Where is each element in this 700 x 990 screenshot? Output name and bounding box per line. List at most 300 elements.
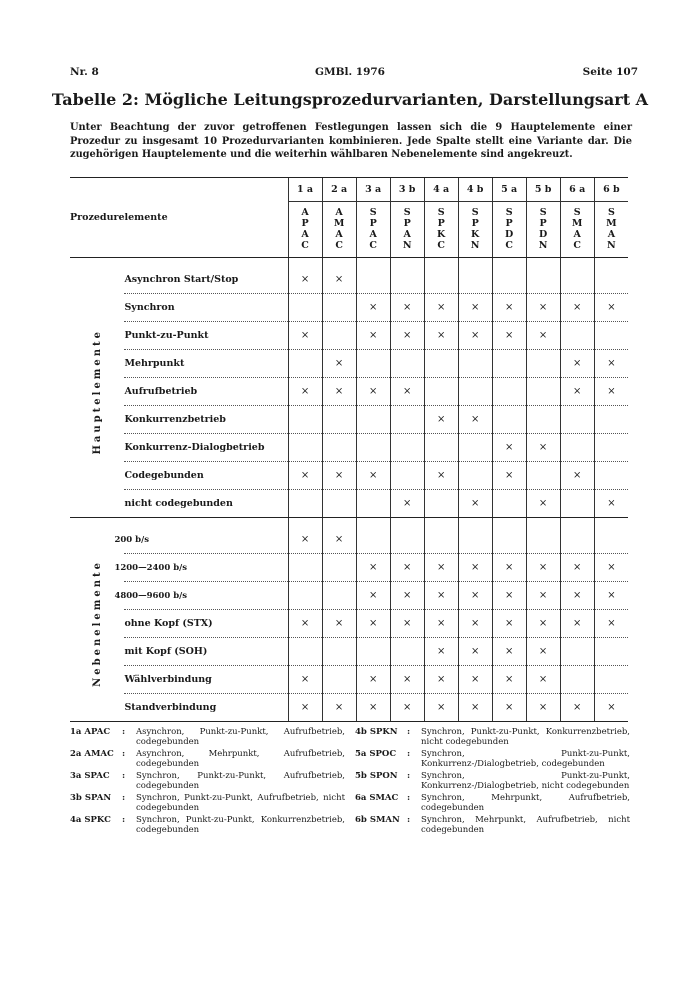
cell-smac — [560, 258, 594, 294]
check-mark: × — [334, 534, 344, 545]
cell-spdc — [492, 554, 526, 582]
legend-item — [70, 750, 345, 769]
cell-span — [390, 666, 424, 694]
cell-spkn — [458, 378, 492, 406]
cell-spdc — [492, 406, 526, 434]
cell-spkn — [458, 350, 492, 378]
cell-spkn — [458, 554, 492, 582]
legend-code: 6b SMAN — [355, 815, 400, 825]
column-id: 5 b — [526, 178, 560, 202]
row-label: Asynchron Start/Stop — [124, 258, 288, 294]
cell-spdn — [526, 294, 560, 322]
cell-apac — [288, 694, 322, 722]
legend-text: Synchron, Punkt-zu-Punkt, Konkurrenzbetrieb, nicht codegebunden — [421, 727, 630, 747]
cell-spkc — [424, 406, 458, 434]
check-mark: × — [402, 386, 412, 397]
column-abbr-cell — [458, 202, 492, 258]
cell-span — [390, 554, 424, 582]
cell-amac — [322, 638, 356, 666]
cell-spdn — [526, 554, 560, 582]
journal-label: GMBl. 1976 — [315, 66, 385, 78]
check-mark: × — [470, 562, 480, 573]
column-id: 4 b — [458, 178, 492, 202]
cell-amac — [322, 666, 356, 694]
cell-sman — [594, 462, 628, 490]
column-abbr-cell — [560, 202, 594, 258]
check-mark: × — [368, 562, 378, 573]
cell-spkc — [424, 258, 458, 294]
check-mark: × — [607, 618, 616, 629]
cell-spdc — [492, 462, 526, 490]
cell-spkn — [458, 518, 492, 554]
column-abbr: S M A C — [571, 207, 583, 251]
cell-spac — [356, 490, 390, 518]
check-mark: × — [504, 470, 514, 481]
cell-spac — [356, 694, 390, 722]
cell-spkc — [424, 490, 458, 518]
check-mark: × — [402, 498, 412, 509]
cell-apac — [288, 610, 322, 638]
cell-spkn — [458, 610, 492, 638]
legend-text: Synchron, Punkt-zu-Punkt, Konkurrenzbetrieb, codegebunden — [136, 815, 345, 835]
cell-spkn — [458, 462, 492, 490]
check-mark: × — [538, 702, 548, 713]
table-row — [70, 322, 628, 350]
cell-spkc — [424, 322, 458, 350]
cell-spdn — [526, 638, 560, 666]
legend-item — [355, 750, 630, 769]
legend-code: 1a APAC — [70, 727, 111, 737]
header-row-ids — [70, 178, 628, 202]
cell-amac — [322, 378, 356, 406]
cell-span — [390, 518, 424, 554]
cell-spac — [356, 554, 390, 582]
legend-item — [355, 816, 630, 835]
check-mark: × — [368, 302, 378, 313]
column-abbr-cell — [322, 202, 356, 258]
row-label: 200 b/s — [114, 518, 278, 554]
cell-spkn — [458, 258, 492, 294]
row-label: Mehrpunkt — [124, 350, 288, 378]
column-id: 4 a — [424, 178, 458, 202]
cell-sman — [594, 554, 628, 582]
check-mark: × — [470, 590, 480, 601]
legend-code: 4b SPKN — [355, 727, 398, 737]
cell-spdn — [526, 378, 560, 406]
cell-spac — [356, 350, 390, 378]
cell-spdn — [526, 434, 560, 462]
check-mark: × — [470, 702, 480, 713]
cell-spac — [356, 638, 390, 666]
check-mark: × — [470, 330, 480, 341]
check-mark: × — [368, 618, 378, 629]
row-label: Standverbindung — [124, 694, 288, 722]
column-abbr: S P K N — [470, 207, 480, 251]
table-row — [70, 294, 628, 322]
legend-text: Synchron, Punkt-zu-Punkt, Konkurrenz-/Dialogbetrieb, codegebunden — [421, 749, 630, 769]
cell-spdc — [492, 610, 526, 638]
legend-item — [70, 794, 345, 813]
column-id: 3 a — [356, 178, 390, 202]
group-label-cell — [70, 258, 124, 518]
cell-smac — [560, 406, 594, 434]
check-mark: × — [402, 618, 412, 629]
cell-apac — [288, 582, 322, 610]
check-mark: × — [573, 470, 582, 481]
row-label: Synchron — [124, 294, 288, 322]
cell-spkn — [458, 322, 492, 350]
cell-apac — [288, 638, 322, 666]
cell-spac — [356, 406, 390, 434]
check-mark: × — [402, 702, 412, 713]
cell-spdc — [492, 322, 526, 350]
legend-item — [70, 728, 345, 747]
cell-spkn — [458, 490, 492, 518]
table-title: Tabelle 2: Mögliche Leitungsprozedurvarianten, Darstellungsart A — [51, 90, 649, 109]
check-mark: × — [538, 674, 548, 685]
cell-spac — [356, 518, 390, 554]
table-row — [70, 666, 628, 694]
check-mark: × — [402, 562, 412, 573]
cell-apac — [288, 378, 322, 406]
legend-code: 5b SPON — [355, 771, 398, 781]
check-mark: × — [470, 302, 480, 313]
legend-item — [70, 772, 345, 791]
check-mark: × — [368, 702, 378, 713]
check-mark: × — [368, 470, 378, 481]
check-mark: × — [436, 702, 446, 713]
cell-sman — [594, 610, 628, 638]
legend-right — [355, 728, 630, 838]
check-mark: × — [573, 358, 582, 369]
check-mark: × — [402, 590, 412, 601]
cell-span — [390, 490, 424, 518]
column-abbr: S P D C — [505, 207, 514, 251]
column-abbr: S P D N — [538, 207, 548, 251]
cell-smac — [560, 694, 594, 722]
cell-spdc — [492, 582, 526, 610]
intro-paragraph: Unter Beachtung der zuvor getroffenen Festlegungen lassen sich die 9 Hauptelemente einer Prozedur zu insgesamt 10 Prozedurvarianten kombinieren. Jede Spalte stellt eine Variante dar. Die zugehörigen Hauptelemente und die weiterhin wählbaren Nebenelemente sind angekreuzt. — [70, 122, 632, 160]
legend-code: 6a SMAC — [355, 793, 399, 803]
cell-span — [390, 294, 424, 322]
cell-spdc — [492, 638, 526, 666]
cell-smac — [560, 518, 594, 554]
cell-spdn — [526, 406, 560, 434]
cell-smac — [560, 638, 594, 666]
cell-spkc — [424, 294, 458, 322]
cell-spdc — [492, 666, 526, 694]
check-mark: × — [368, 590, 378, 601]
check-mark: × — [436, 562, 446, 573]
check-mark: × — [470, 646, 480, 657]
check-mark: × — [300, 386, 310, 397]
cell-span — [390, 582, 424, 610]
cell-sman — [594, 694, 628, 722]
cell-spkn — [458, 638, 492, 666]
cell-spac — [356, 666, 390, 694]
check-mark: × — [300, 534, 310, 545]
cell-spdn — [526, 694, 560, 722]
cell-sman — [594, 322, 628, 350]
cell-smac — [560, 434, 594, 462]
row-label: Konkurrenzbetrieb — [124, 406, 288, 434]
cell-smac — [560, 490, 594, 518]
check-mark: × — [538, 302, 548, 313]
check-mark: × — [470, 498, 480, 509]
cell-spkn — [458, 434, 492, 462]
cell-amac — [322, 350, 356, 378]
legend-colon: : — [407, 793, 411, 803]
legend-code: 2a AMAC — [70, 749, 114, 759]
check-mark: × — [436, 330, 446, 341]
legend-item — [355, 728, 630, 747]
table-row — [70, 258, 628, 294]
check-mark: × — [573, 590, 582, 601]
cell-spac — [356, 378, 390, 406]
check-mark: × — [334, 386, 344, 397]
row-label: 1200—2400 b/s — [114, 554, 278, 582]
cell-span — [390, 378, 424, 406]
legend-code: 3a SPAC — [70, 771, 110, 781]
check-mark: × — [470, 414, 480, 425]
legend-text: Synchron, Punkt-zu-Punkt, Konkurrenz-/Dialogbetrieb, nicht codegebunden — [421, 771, 630, 791]
check-mark: × — [436, 618, 446, 629]
cell-smac — [560, 378, 594, 406]
cell-smac — [560, 610, 594, 638]
cell-smac — [560, 322, 594, 350]
column-id: 3 b — [390, 178, 424, 202]
cell-apac — [288, 434, 322, 462]
cell-apac — [288, 554, 322, 582]
check-mark: × — [573, 302, 582, 313]
check-mark: × — [334, 702, 344, 713]
cell-apac — [288, 350, 322, 378]
check-mark: × — [538, 618, 548, 629]
cell-spkn — [458, 294, 492, 322]
check-mark: × — [300, 702, 310, 713]
check-mark: × — [573, 702, 582, 713]
cell-sman — [594, 518, 628, 554]
row-label: Aufrufbetrieb — [124, 378, 288, 406]
cell-spdc — [492, 258, 526, 294]
row-label: Wählverbindung — [124, 666, 288, 694]
cell-span — [390, 638, 424, 666]
cell-apac — [288, 294, 322, 322]
cell-span — [390, 258, 424, 294]
cell-spkc — [424, 434, 458, 462]
check-mark: × — [504, 646, 514, 657]
legend-text: Synchron, Punkt-zu-Punkt, Aufrufbetrieb, codegebunden — [136, 771, 345, 791]
cell-amac — [322, 322, 356, 350]
legend-colon: : — [407, 771, 411, 781]
check-mark: × — [607, 702, 616, 713]
cell-spkn — [458, 666, 492, 694]
cell-span — [390, 610, 424, 638]
check-mark: × — [300, 330, 310, 341]
cell-spdn — [526, 610, 560, 638]
row-label: mit Kopf (SOH) — [124, 638, 288, 666]
check-mark: × — [402, 302, 412, 313]
legend-text: Asynchron, Punkt-zu-Punkt, Aufrufbetrieb, codegebunden — [136, 727, 345, 747]
column-abbr: A M A C — [333, 207, 345, 251]
cell-amac — [322, 490, 356, 518]
cell-apac — [288, 518, 322, 554]
check-mark: × — [436, 414, 446, 425]
cell-spkn — [458, 694, 492, 722]
column-abbr-cell — [594, 202, 628, 258]
cell-spdc — [492, 490, 526, 518]
cell-spac — [356, 258, 390, 294]
cell-span — [390, 694, 424, 722]
cell-spkc — [424, 638, 458, 666]
column-abbr: S M A N — [606, 207, 617, 251]
row-label: Codegebunden — [124, 462, 288, 490]
check-mark: × — [436, 646, 446, 657]
cell-spac — [356, 582, 390, 610]
cell-amac — [322, 294, 356, 322]
check-mark: × — [504, 618, 514, 629]
cell-smac — [560, 554, 594, 582]
check-mark: × — [300, 274, 310, 285]
check-mark: × — [504, 442, 514, 453]
issue-number: Nr. 8 — [70, 66, 99, 78]
legend-item — [70, 816, 345, 835]
check-mark: × — [436, 470, 446, 481]
check-mark: × — [368, 674, 378, 685]
cell-amac — [322, 582, 356, 610]
cell-spkn — [458, 582, 492, 610]
check-mark: × — [334, 470, 344, 481]
cell-apac — [288, 258, 322, 294]
check-mark: × — [402, 674, 412, 685]
cell-apac — [288, 406, 322, 434]
row-label: ohne Kopf (STX) — [124, 610, 288, 638]
cell-spkc — [424, 666, 458, 694]
cell-amac — [322, 406, 356, 434]
column-abbr: S P A C — [369, 207, 377, 251]
column-abbr-cell — [424, 202, 458, 258]
legend-text: Synchron, Punkt-zu-Punkt, Aufrufbetrieb, nicht codegebunden — [136, 793, 345, 813]
procedure-variants-table — [70, 177, 628, 722]
table-row — [70, 518, 628, 554]
legend-code: 3b SPAN — [70, 793, 112, 803]
cell-span — [390, 406, 424, 434]
check-mark: × — [607, 386, 616, 397]
cell-spdc — [492, 434, 526, 462]
cell-spdc — [492, 518, 526, 554]
legend-item — [355, 772, 630, 791]
column-abbr-cell — [526, 202, 560, 258]
legend-item — [355, 794, 630, 813]
table-row — [70, 378, 628, 406]
cell-smac — [560, 462, 594, 490]
cell-spkc — [424, 378, 458, 406]
cell-spdn — [526, 518, 560, 554]
legend-colon: : — [122, 815, 126, 825]
cell-sman — [594, 350, 628, 378]
column-id: 6 b — [594, 178, 628, 202]
table-row — [70, 582, 628, 610]
check-mark: × — [300, 618, 310, 629]
table-row — [70, 554, 628, 582]
legend-colon: : — [122, 793, 126, 803]
row-label: nicht codegebunden — [124, 490, 288, 518]
check-mark: × — [368, 330, 378, 341]
cell-sman — [594, 406, 628, 434]
column-abbr: S P A N — [402, 207, 412, 251]
cell-sman — [594, 378, 628, 406]
row-label: Punkt-zu-Punkt — [124, 322, 288, 350]
cell-spkn — [458, 406, 492, 434]
column-abbr: A P A C — [301, 207, 309, 251]
check-mark: × — [334, 618, 344, 629]
column-abbr-cell — [288, 202, 322, 258]
check-mark: × — [504, 302, 514, 313]
check-mark: × — [607, 498, 616, 509]
check-mark: × — [300, 674, 310, 685]
column-id: 1 a — [288, 178, 322, 202]
check-mark: × — [436, 590, 446, 601]
column-abbr-cell — [492, 202, 526, 258]
legend-text: Asynchron, Mehrpunkt, Aufrufbetrieb, codegebunden — [136, 749, 345, 769]
cell-amac — [322, 518, 356, 554]
check-mark: × — [470, 674, 480, 685]
cell-spkc — [424, 462, 458, 490]
cell-span — [390, 350, 424, 378]
check-mark: × — [538, 330, 548, 341]
check-mark: × — [573, 618, 582, 629]
cell-spac — [356, 322, 390, 350]
cell-span — [390, 462, 424, 490]
cell-spdc — [492, 378, 526, 406]
table-row — [70, 490, 628, 518]
legend-code: 4a SPKC — [70, 815, 111, 825]
cell-smac — [560, 350, 594, 378]
cell-spdn — [526, 322, 560, 350]
cell-spdn — [526, 462, 560, 490]
cell-spac — [356, 294, 390, 322]
check-mark: × — [504, 330, 514, 341]
table-row — [70, 694, 628, 722]
cell-amac — [322, 610, 356, 638]
row-label: Konkurrenz-Dialogbetrieb — [124, 434, 288, 462]
legend-colon: : — [407, 727, 411, 737]
legend-text: Synchron, Mehrpunkt, Aufrufbetrieb, codegebunden — [421, 793, 630, 813]
page-number: Seite 107 — [582, 66, 638, 78]
cell-amac — [322, 258, 356, 294]
column-id: 6 a — [560, 178, 594, 202]
cell-spdc — [492, 694, 526, 722]
table-row — [70, 462, 628, 490]
check-mark: × — [334, 274, 344, 285]
check-mark: × — [538, 442, 548, 453]
check-mark: × — [470, 618, 480, 629]
cell-sman — [594, 434, 628, 462]
cell-apac — [288, 462, 322, 490]
cell-span — [390, 322, 424, 350]
header-label: Prozedurelemente — [70, 212, 168, 223]
cell-smac — [560, 666, 594, 694]
cell-spkc — [424, 582, 458, 610]
cell-spkc — [424, 694, 458, 722]
legend-colon: : — [122, 771, 126, 781]
check-mark: × — [573, 562, 582, 573]
check-mark: × — [334, 358, 344, 369]
column-abbr-cell — [356, 202, 390, 258]
cell-sman — [594, 582, 628, 610]
cell-amac — [322, 462, 356, 490]
cell-amac — [322, 554, 356, 582]
